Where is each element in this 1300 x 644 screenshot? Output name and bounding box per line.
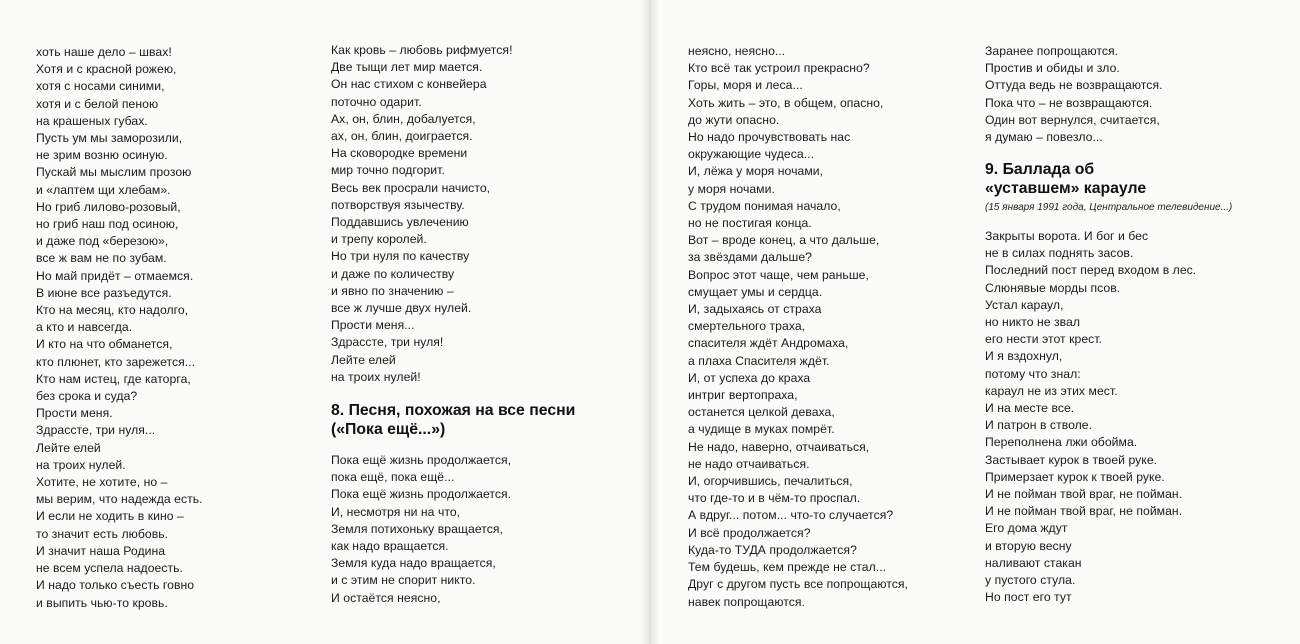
verse-line: Закрыты ворота. И бог и бес <box>985 229 1149 243</box>
verse-line: Горы, моря и леса... <box>688 78 803 93</box>
verse-line: на троих нулей! <box>331 369 421 384</box>
verse-line: но гриб наш под осиною, <box>36 217 179 232</box>
verse-line: И на месте все. <box>985 401 1075 416</box>
verse-line: Оттуда ведь не возвращаются. <box>985 78 1163 93</box>
verse-line: Две тыщи лет мир мается. <box>331 60 483 75</box>
verse-line: все ж лучше двух нулей. <box>331 301 472 316</box>
verse-line: останется целкой деваха, <box>688 405 835 420</box>
verse-line: Здрассте, три нуля... <box>36 423 156 438</box>
verse-line: до жути опасно. <box>688 112 780 127</box>
song-8-title-line-2: («Пока ещё...») <box>331 420 446 438</box>
verse-line: но не постигая конца. <box>688 216 812 231</box>
verse-line: Прости меня... <box>331 318 415 333</box>
verse-line: кто плюнет, кто зарежется... <box>36 354 196 369</box>
verse-line: и с этим не спорит никто. <box>331 573 476 588</box>
verse-line: а кто и навсегда. <box>36 320 133 335</box>
verse-line: Но май придёт – отмаемся. <box>36 268 194 283</box>
verse-line: Застывает курок в твоей руке. <box>985 452 1158 467</box>
verse-line: Земля куда надо вращается, <box>331 556 496 571</box>
verse-line: Кто нам истец, где каторга, <box>36 371 191 386</box>
verse-line: его нести этот крест. <box>985 332 1103 347</box>
verse-line: Поддавшись увлечению <box>331 215 469 230</box>
verse-line: Пока ещё жизнь продолжается. <box>331 487 512 502</box>
verse-line: мы верим, что надежда есть. <box>36 492 203 507</box>
song-8-title-line-1: 8. Песня, похожая на все песни <box>331 402 576 419</box>
verse-line: а плаха Спасителя ждёт. <box>688 353 830 368</box>
verse-line: Он нас стихом с конвейера <box>331 77 487 92</box>
verse-line: Хотите, не хотите, но – <box>36 475 168 490</box>
verse-line: Кто всё так устроил прекрасно? <box>688 61 870 76</box>
verse-line: потому что знал: <box>985 366 1081 381</box>
verse-line: спасителя ждёт Андромаха, <box>688 336 849 351</box>
verse-line: Лейте елей <box>36 440 101 455</box>
verse-line: поточно одарит. <box>331 94 422 109</box>
verse-line: без срока и суда? <box>36 389 138 404</box>
song-8-heading <box>331 402 575 439</box>
verse-line: И кто на что обманется, <box>36 337 173 352</box>
verse-line: Но надо прочувствовать нас <box>688 130 851 145</box>
song-9-title-line-1: 9. Баллада об <box>985 161 1095 178</box>
verse-line: хотя с носами синими, <box>36 79 165 94</box>
verse-line: на крашеных губах. <box>36 113 148 128</box>
verse-line: И, лёжа у моря ночами, <box>688 164 824 179</box>
verse-line: Пока что – не возвращаются. <box>985 95 1153 110</box>
song-9-heading <box>985 161 1146 198</box>
verse-line: и вторую весну <box>985 538 1072 553</box>
verse-line: а чудище в муках помрёт. <box>688 422 835 437</box>
verse-line: окружающие чудеса... <box>688 147 815 162</box>
verse-line: не в силах поднять засов. <box>985 246 1134 261</box>
verse-line: и «лаптем щи хлебам». <box>36 182 171 197</box>
verse-line: Куда-то ТУДА продолжается? <box>688 542 857 557</box>
verse-line: у пустого стула. <box>985 573 1076 588</box>
verse-line: то значит есть любовь. <box>36 526 169 541</box>
song-8-lyrics <box>331 452 511 607</box>
verse-line: Весь век просрали начисто, <box>331 180 491 195</box>
song-9-title-line-2: «уставшем» карауле <box>985 179 1147 197</box>
verse-line: Заранее попрощаются. <box>985 44 1119 58</box>
verse-line: Переполнена лжи обойма. <box>985 435 1138 450</box>
verse-line: смущает умы и сердца. <box>688 284 823 299</box>
verse-line: Друг с другом пусть все попрощаются, <box>688 577 908 592</box>
verse-line: В июне все разъедутся. <box>36 285 172 300</box>
verse-line: И, от успеха до краха <box>688 370 811 385</box>
verse-line: Лейте елей <box>331 352 396 367</box>
verse-line: Ах, он, блин, добалуется, <box>331 111 476 126</box>
verse-line: И патрон в стволе. <box>985 418 1093 433</box>
verse-line: не зрим возню осиную. <box>36 148 168 163</box>
column-4 <box>985 43 1163 146</box>
verse-line: А вдруг... потом... что-то случается? <box>688 508 894 523</box>
verse-line: И я вздохнул, <box>985 349 1063 364</box>
verse-line: мир точно подгорит. <box>331 163 445 178</box>
verse-line: Но три нуля по качеству <box>331 249 470 264</box>
verse-line: Примерзает курок к твоей руке. <box>985 469 1165 484</box>
verse-line: Как кровь – любовь рифмуется! <box>331 43 513 57</box>
verse-line: Пусть ум мы заморозили, <box>36 131 183 146</box>
verse-line: Его дома ждут <box>985 521 1068 536</box>
verse-line: Но пост его тут <box>985 590 1072 605</box>
verse-line: И остаётся неясно, <box>331 590 441 605</box>
verse-line: ах, он, блин, доиграется. <box>331 129 473 144</box>
verse-line: Но гриб лилово-розовый, <box>36 199 181 214</box>
verse-line: что где-то и в чём-то проспал. <box>688 491 861 506</box>
column-1 <box>36 44 203 612</box>
verse-line: Прости меня. <box>36 406 113 421</box>
verse-line: Тем будешь, кем прежде не стал... <box>688 560 887 575</box>
column-2 <box>331 42 513 386</box>
verse-line: Вот – вроде конец, а что дальше, <box>688 233 880 248</box>
verse-line: И не пойман твой враг, не пойман. <box>985 504 1183 519</box>
verse-line: И надо только съесть говно <box>36 578 195 593</box>
verse-line: Один вот вернулся, считается, <box>985 112 1160 127</box>
verse-line: пока ещё, пока ещё... <box>331 470 455 485</box>
verse-line: за звёздами дальше? <box>688 250 813 265</box>
verse-line: не надо отчаиваться. <box>688 456 810 471</box>
verse-line: И если не ходить в кино – <box>36 509 184 524</box>
verse-line: Простив и обиды и зло. <box>985 61 1120 76</box>
verse-line: И, огорчившись, печалиться, <box>688 474 853 489</box>
verse-line: не всем успела надоесть. <box>36 561 183 576</box>
verse-line: потворствуя язычеству. <box>331 197 465 212</box>
verse-line: на троих нулей. <box>36 457 126 472</box>
verse-line: И, несмотря ни на что, <box>331 504 461 519</box>
column-3 <box>688 43 908 611</box>
verse-line: Здрассте, три нуля! <box>331 335 444 350</box>
verse-line: Вопрос этот чаще, чем раньше, <box>688 267 869 282</box>
verse-line: Пока ещё жизнь продолжается, <box>331 453 512 467</box>
verse-line: интриг вертопраха, <box>688 388 798 403</box>
book-gutter <box>640 0 660 644</box>
verse-line: Кто на месяц, кто надолго, <box>36 303 189 318</box>
song-9-note-wrap <box>985 201 1232 214</box>
song-9-note: (15 января 1991 года, Центральное телевидение...) <box>985 202 1233 213</box>
verse-line: На сковородке времени <box>331 146 468 161</box>
verse-line: И всё продолжается? <box>688 525 811 540</box>
verse-line: И не пойман твой враг, не пойман. <box>985 487 1183 502</box>
verse-line: хоть наше дело – швах! <box>36 45 172 59</box>
verse-line: и даже по количеству <box>331 266 455 281</box>
verse-line: Последний пост перед входом в лес. <box>985 263 1197 278</box>
verse-line: И, задыхаясь от страха <box>688 302 822 317</box>
verse-line: караул не из этих мест. <box>985 383 1118 398</box>
verse-line: Земля потихоньку вращается, <box>331 521 503 536</box>
verse-line: я думаю – повезло... <box>985 130 1103 145</box>
verse-line: и трепу королей. <box>331 232 427 247</box>
verse-line: хотя и с белой пеною <box>36 96 159 111</box>
verse-line: Пускай мы мыслим прозою <box>36 165 192 180</box>
verse-line: наливают стакан <box>985 555 1082 570</box>
verse-line: навек попрощаются. <box>688 594 805 609</box>
verse-line: Слюнявые морды псов. <box>985 280 1121 295</box>
verse-line: и даже под «березою», <box>36 234 169 249</box>
verse-line: С трудом понимая начало, <box>688 198 841 213</box>
verse-line: Хоть жить – это, в общем, опасно, <box>688 95 884 110</box>
verse-line: Устал караул, <box>985 297 1064 312</box>
verse-line: все ж вам не по зубам. <box>36 251 167 266</box>
verse-line: неясно, неясно... <box>688 44 786 58</box>
verse-line: у моря ночами. <box>688 181 775 196</box>
verse-line: Хотя и с красной рожею, <box>36 62 177 77</box>
verse-line: как надо вращается. <box>331 539 449 554</box>
verse-line: И значит наша Родина <box>36 543 166 558</box>
song-9-lyrics <box>985 228 1196 606</box>
verse-line: смертельного траха, <box>688 319 806 334</box>
verse-line: и явно по значению – <box>331 283 454 298</box>
verse-line: и выпить чью-то кровь. <box>36 595 168 610</box>
verse-line: но никто не звал <box>985 315 1081 330</box>
verse-line: Не надо, наверно, отчаиваться, <box>688 439 870 454</box>
